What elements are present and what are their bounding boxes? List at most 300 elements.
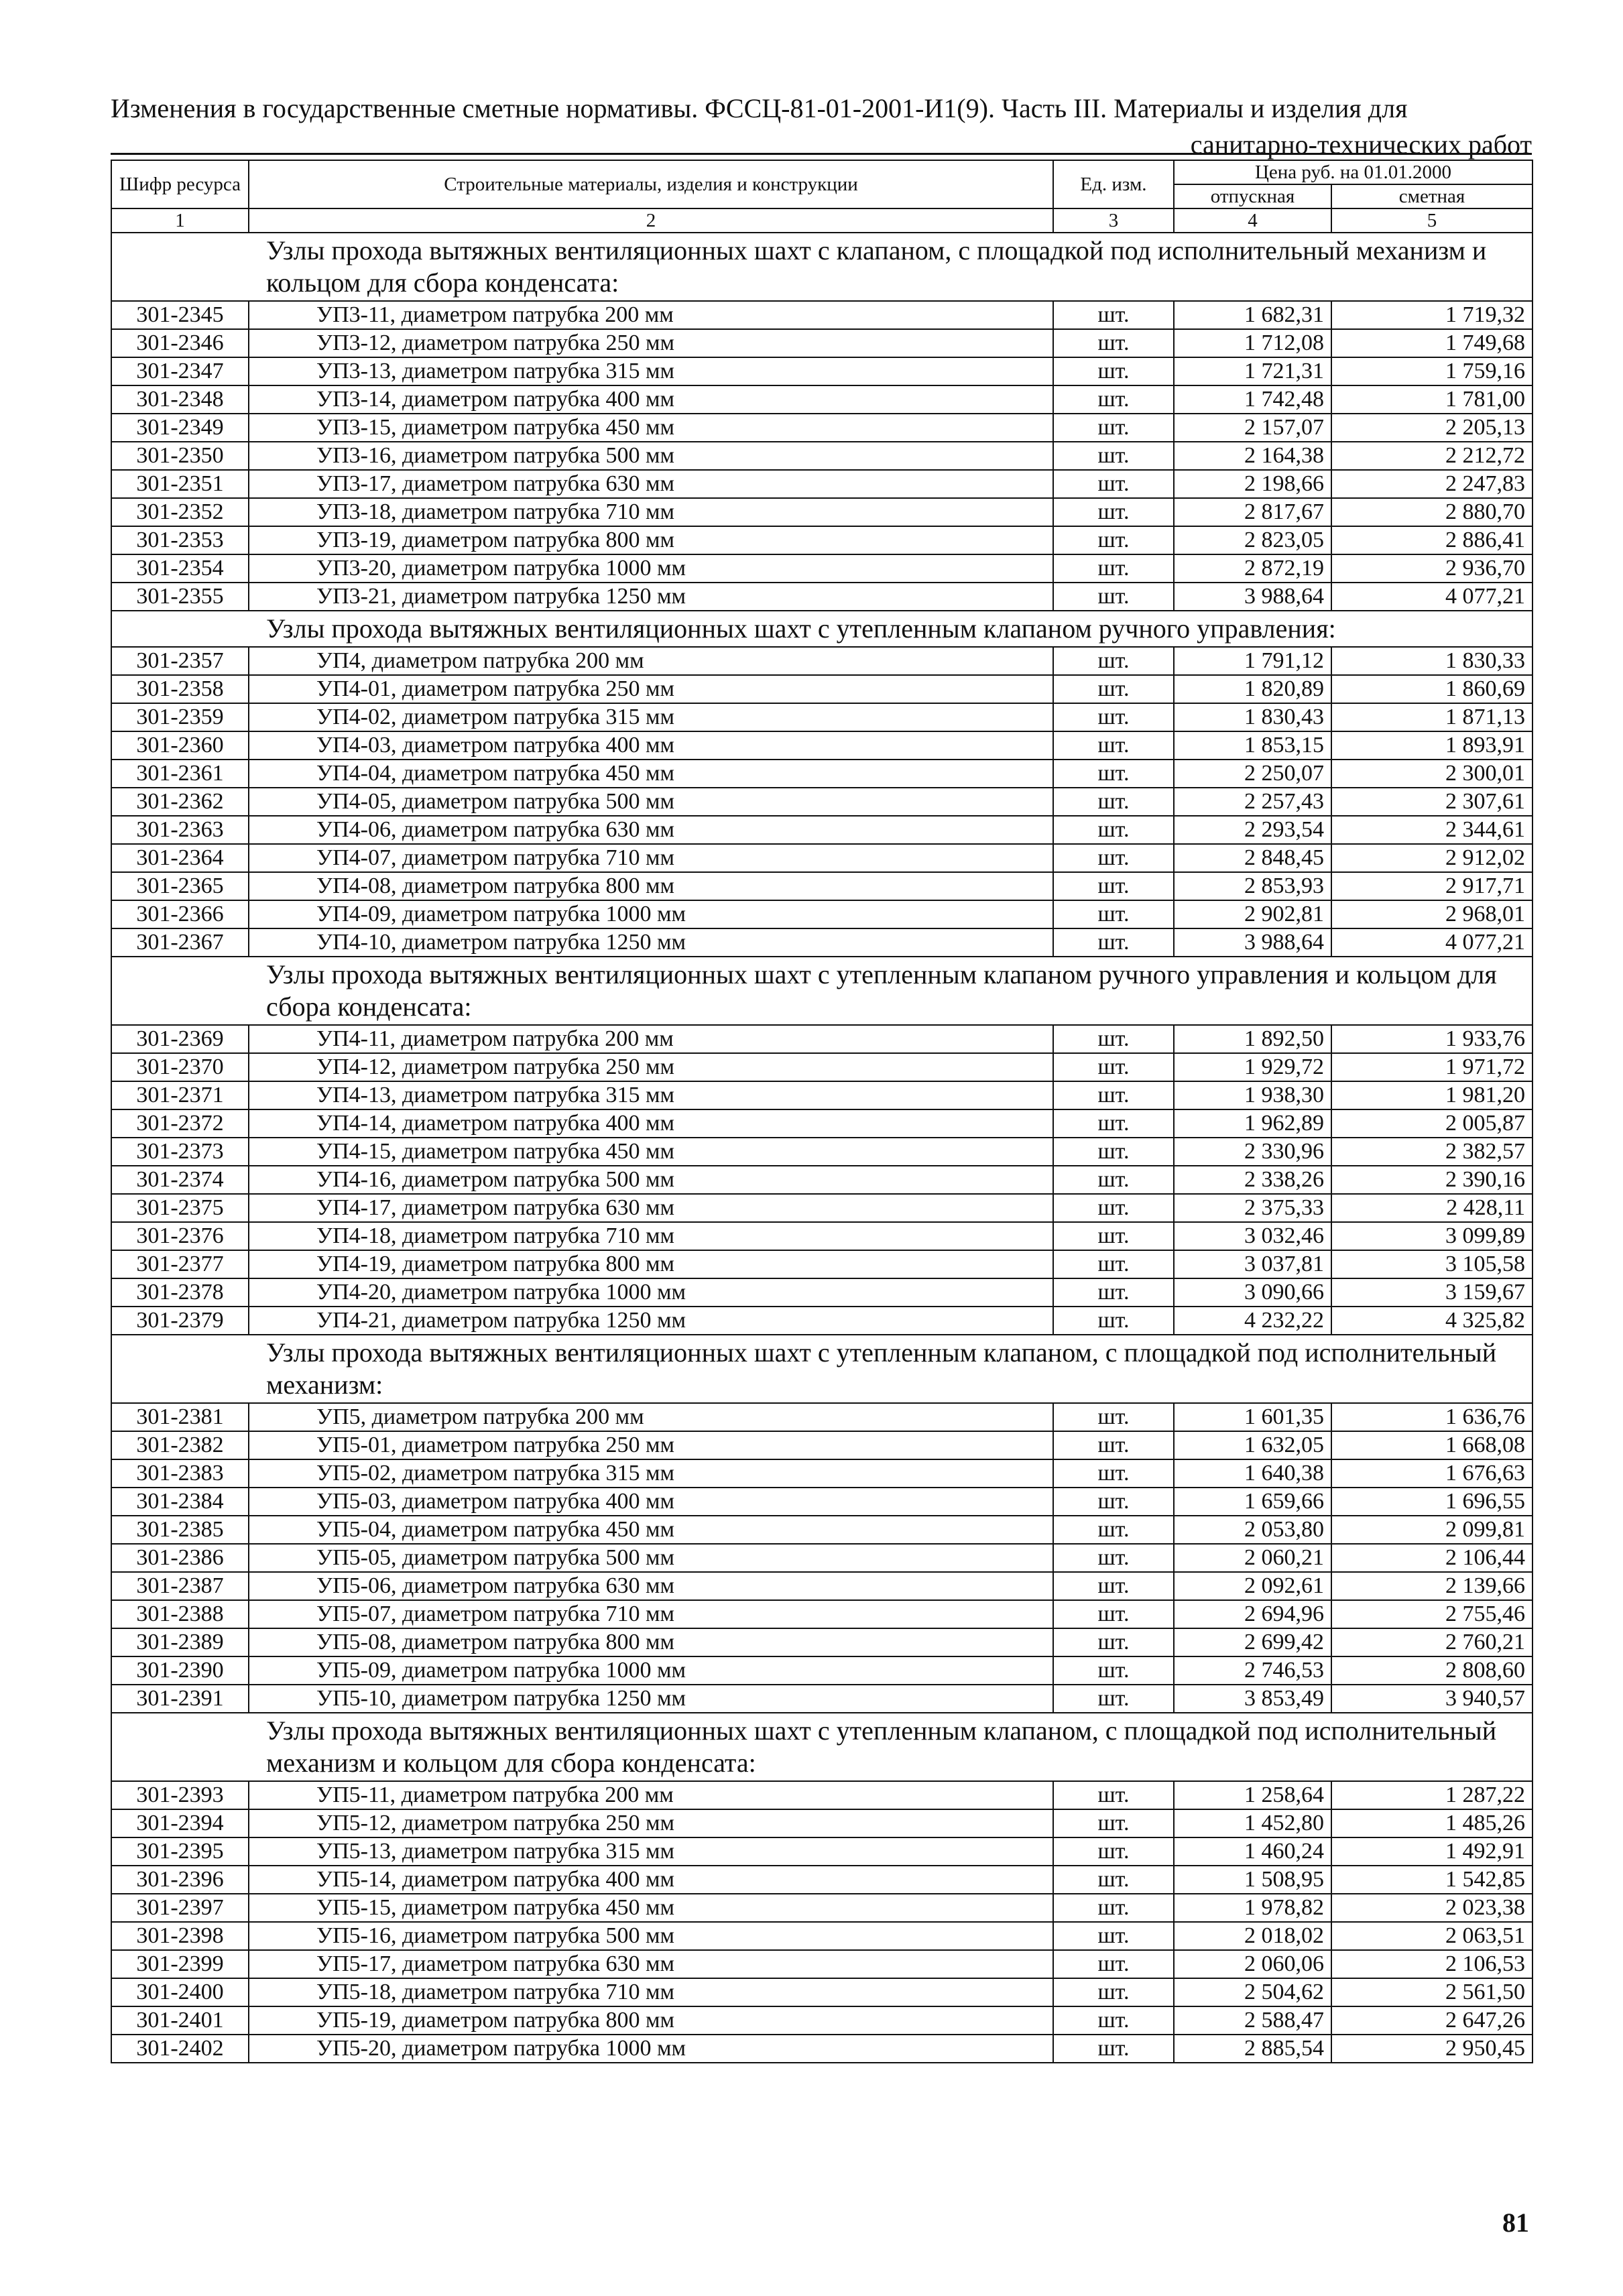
price-release: 1 929,72 bbox=[1174, 1053, 1331, 1081]
resource-code: 301-2381 bbox=[111, 1403, 249, 1431]
price-release: 1 791,12 bbox=[1174, 647, 1331, 675]
table-row bbox=[111, 1109, 1532, 1138]
resource-code: 301-2357 bbox=[111, 647, 249, 675]
page-number: 81 bbox=[1502, 2208, 1529, 2238]
table-row bbox=[111, 1278, 1532, 1307]
table-row bbox=[111, 583, 1532, 611]
resource-code: 301-2389 bbox=[111, 1628, 249, 1656]
price-release: 1 682,31 bbox=[1174, 301, 1331, 329]
price-estimate: 1 636,76 bbox=[1331, 1403, 1532, 1431]
price-release: 2 817,67 bbox=[1174, 498, 1331, 526]
item-name: УП4-10, диаметром патрубка 1250 мм bbox=[249, 928, 1053, 957]
price-release: 2 853,93 bbox=[1174, 872, 1331, 900]
resource-code: 301-2354 bbox=[111, 554, 249, 583]
item-name: УП4-06, диаметром патрубка 630 мм bbox=[249, 816, 1053, 844]
item-name: УП4-20, диаметром патрубка 1000 мм bbox=[249, 1278, 1053, 1307]
unit: шт. bbox=[1053, 1572, 1174, 1600]
item-name: УП5, диаметром патрубка 200 мм bbox=[249, 1403, 1053, 1431]
item-name: УП4-13, диаметром патрубка 315 мм bbox=[249, 1081, 1053, 1109]
header-line-1: Изменения в государственные сметные нормативы. ФССЦ-81-01-2001-И1(9). Часть III. Материалы и изделия для bbox=[111, 93, 1408, 123]
price-estimate: 1 971,72 bbox=[1331, 1053, 1532, 1081]
price-release: 2 330,96 bbox=[1174, 1138, 1331, 1166]
price-release: 2 699,42 bbox=[1174, 1628, 1331, 1656]
price-release: 2 872,19 bbox=[1174, 554, 1331, 583]
resource-code: 301-2363 bbox=[111, 816, 249, 844]
resource-code: 301-2353 bbox=[111, 526, 249, 554]
unit: шт. bbox=[1053, 900, 1174, 928]
unit: шт. bbox=[1053, 760, 1174, 788]
price-estimate: 1 696,55 bbox=[1331, 1488, 1532, 1516]
unit: шт. bbox=[1053, 301, 1174, 329]
table-row bbox=[111, 1138, 1532, 1166]
item-name: УП5-07, диаметром патрубка 710 мм bbox=[249, 1600, 1053, 1628]
resource-code: 301-2384 bbox=[111, 1488, 249, 1516]
table-row bbox=[111, 1166, 1532, 1194]
price-estimate: 2 390,16 bbox=[1331, 1166, 1532, 1194]
table-row bbox=[111, 1025, 1532, 1053]
item-name: УП3-12, диаметром патрубка 250 мм bbox=[249, 329, 1053, 357]
price-estimate: 1 830,33 bbox=[1331, 647, 1532, 675]
resource-code: 301-2388 bbox=[111, 1600, 249, 1628]
unit: шт. bbox=[1053, 872, 1174, 900]
unit: шт. bbox=[1053, 470, 1174, 498]
price-estimate: 1 981,20 bbox=[1331, 1081, 1532, 1109]
unit: шт. bbox=[1053, 1166, 1174, 1194]
item-name: УП3-11, диаметром патрубка 200 мм bbox=[249, 301, 1053, 329]
column-number-row bbox=[111, 208, 1532, 233]
unit: шт. bbox=[1053, 1053, 1174, 1081]
item-name: УП3-15, диаметром патрубка 450 мм bbox=[249, 414, 1053, 442]
resource-code: 301-2394 bbox=[111, 1809, 249, 1837]
price-table bbox=[111, 160, 1533, 2063]
item-name: УП5-17, диаметром патрубка 630 мм bbox=[249, 1950, 1053, 1978]
table-row bbox=[111, 2006, 1532, 2035]
price-estimate: 2 212,72 bbox=[1331, 442, 1532, 470]
unit: шт. bbox=[1053, 1081, 1174, 1109]
item-name: УП4-12, диаметром патрубка 250 мм bbox=[249, 1053, 1053, 1081]
unit: шт. bbox=[1053, 1922, 1174, 1950]
resource-code: 301-2402 bbox=[111, 2035, 249, 2063]
item-name: УП5-12, диаметром патрубка 250 мм bbox=[249, 1809, 1053, 1837]
table-row bbox=[111, 1866, 1532, 1894]
price-estimate: 2 247,83 bbox=[1331, 470, 1532, 498]
price-estimate: 4 077,21 bbox=[1331, 928, 1532, 957]
unit: шт. bbox=[1053, 385, 1174, 414]
price-release: 1 601,35 bbox=[1174, 1403, 1331, 1431]
table-row bbox=[111, 1431, 1532, 1459]
price-estimate: 2 023,38 bbox=[1331, 1894, 1532, 1922]
price-estimate: 2 428,11 bbox=[1331, 1194, 1532, 1222]
unit: шт. bbox=[1053, 1431, 1174, 1459]
resource-code: 301-2346 bbox=[111, 329, 249, 357]
table-row bbox=[111, 1250, 1532, 1278]
table-row bbox=[111, 1894, 1532, 1922]
resource-code: 301-2371 bbox=[111, 1081, 249, 1109]
item-name: УП4-02, диаметром патрубка 315 мм bbox=[249, 703, 1053, 731]
price-release: 3 988,64 bbox=[1174, 928, 1331, 957]
price-estimate: 2 950,45 bbox=[1331, 2035, 1532, 2063]
resource-code: 301-2395 bbox=[111, 1837, 249, 1866]
resource-code: 301-2385 bbox=[111, 1516, 249, 1544]
unit: шт. bbox=[1053, 554, 1174, 583]
table-row bbox=[111, 1403, 1532, 1431]
resource-code: 301-2376 bbox=[111, 1222, 249, 1250]
resource-code: 301-2390 bbox=[111, 1656, 249, 1685]
resource-code: 301-2351 bbox=[111, 470, 249, 498]
price-estimate: 1 860,69 bbox=[1331, 675, 1532, 703]
table-row bbox=[111, 1194, 1532, 1222]
unit: шт. bbox=[1053, 1194, 1174, 1222]
table-row bbox=[111, 760, 1532, 788]
unit: шт. bbox=[1053, 526, 1174, 554]
price-release: 1 721,31 bbox=[1174, 357, 1331, 385]
price-release: 3 853,49 bbox=[1174, 1685, 1331, 1713]
section-title: Узлы прохода вытяжных вентиляционных шахт с клапаном, с площадкой под исполнительный механизм и кольцом для сбора конденсата: bbox=[111, 233, 1532, 301]
item-name: УП5-02, диаметром патрубка 315 мм bbox=[249, 1459, 1053, 1488]
unit: шт. bbox=[1053, 1109, 1174, 1138]
resource-code: 301-2347 bbox=[111, 357, 249, 385]
section-title: Узлы прохода вытяжных вентиляционных шахт с утепленным клапаном, с площадкой под исполнительный механизм и кольцом для сбора конденсата: bbox=[111, 1713, 1532, 1781]
table-row bbox=[111, 1628, 1532, 1656]
item-name: УП5-13, диаметром патрубка 315 мм bbox=[249, 1837, 1053, 1866]
item-name: УП5-10, диаметром патрубка 1250 мм bbox=[249, 1685, 1053, 1713]
resource-code: 301-2350 bbox=[111, 442, 249, 470]
unit: шт. bbox=[1053, 1628, 1174, 1656]
resource-code: 301-2375 bbox=[111, 1194, 249, 1222]
price-release: 1 830,43 bbox=[1174, 703, 1331, 731]
table-row bbox=[111, 2035, 1532, 2063]
price-estimate: 2 005,87 bbox=[1331, 1109, 1532, 1138]
column-number: 1 bbox=[111, 208, 249, 233]
resource-code: 301-2378 bbox=[111, 1278, 249, 1307]
resource-code: 301-2370 bbox=[111, 1053, 249, 1081]
table-row bbox=[111, 554, 1532, 583]
table-body bbox=[111, 233, 1532, 2063]
item-name: УП4-03, диаметром патрубка 400 мм bbox=[249, 731, 1053, 760]
item-name: УП4-05, диаметром патрубка 500 мм bbox=[249, 788, 1053, 816]
item-name: УП5-04, диаметром патрубка 450 мм bbox=[249, 1516, 1053, 1544]
price-release: 2 588,47 bbox=[1174, 2006, 1331, 2035]
table-row bbox=[111, 1459, 1532, 1488]
price-estimate: 1 933,76 bbox=[1331, 1025, 1532, 1053]
resource-code: 301-2383 bbox=[111, 1459, 249, 1488]
table-row bbox=[111, 526, 1532, 554]
price-estimate: 2 880,70 bbox=[1331, 498, 1532, 526]
table-row bbox=[111, 788, 1532, 816]
price-release: 2 293,54 bbox=[1174, 816, 1331, 844]
table-row bbox=[111, 1837, 1532, 1866]
price-estimate: 2 755,46 bbox=[1331, 1600, 1532, 1628]
unit: шт. bbox=[1053, 1837, 1174, 1866]
price-release: 1 853,15 bbox=[1174, 731, 1331, 760]
price-release: 3 090,66 bbox=[1174, 1278, 1331, 1307]
table-row bbox=[111, 647, 1532, 675]
price-release: 4 232,22 bbox=[1174, 1307, 1331, 1335]
unit: шт. bbox=[1053, 498, 1174, 526]
price-estimate: 2 917,71 bbox=[1331, 872, 1532, 900]
table-row bbox=[111, 928, 1532, 957]
item-name: УП4-16, диаметром патрубка 500 мм bbox=[249, 1166, 1053, 1194]
price-estimate: 2 106,44 bbox=[1331, 1544, 1532, 1572]
price-estimate: 2 561,50 bbox=[1331, 1978, 1532, 2006]
price-release: 2 823,05 bbox=[1174, 526, 1331, 554]
price-estimate: 2 912,02 bbox=[1331, 844, 1532, 872]
unit: шт. bbox=[1053, 928, 1174, 957]
table-row bbox=[111, 414, 1532, 442]
resource-code: 301-2360 bbox=[111, 731, 249, 760]
column-number: 2 bbox=[249, 208, 1053, 233]
resource-code: 301-2358 bbox=[111, 675, 249, 703]
header-price: Цена руб. на 01.01.2000 bbox=[1174, 160, 1532, 184]
item-name: УП3-18, диаметром патрубка 710 мм bbox=[249, 498, 1053, 526]
unit: шт. bbox=[1053, 647, 1174, 675]
page-header bbox=[111, 90, 1532, 163]
price-release: 2 250,07 bbox=[1174, 760, 1331, 788]
price-release: 2 338,26 bbox=[1174, 1166, 1331, 1194]
item-name: УП3-13, диаметром патрубка 315 мм bbox=[249, 357, 1053, 385]
price-release: 1 820,89 bbox=[1174, 675, 1331, 703]
table-row bbox=[111, 470, 1532, 498]
price-estimate: 2 099,81 bbox=[1331, 1516, 1532, 1544]
price-release: 2 198,66 bbox=[1174, 470, 1331, 498]
price-estimate: 2 139,66 bbox=[1331, 1572, 1532, 1600]
resource-code: 301-2345 bbox=[111, 301, 249, 329]
item-name: УП5-05, диаметром патрубка 500 мм bbox=[249, 1544, 1053, 1572]
table-row bbox=[111, 1600, 1532, 1628]
unit: шт. bbox=[1053, 1222, 1174, 1250]
unit: шт. bbox=[1053, 1278, 1174, 1307]
unit: шт. bbox=[1053, 1894, 1174, 1922]
price-release: 1 712,08 bbox=[1174, 329, 1331, 357]
item-name: УП4-09, диаметром патрубка 1000 мм bbox=[249, 900, 1053, 928]
unit: шт. bbox=[1053, 1781, 1174, 1809]
resource-code: 301-2362 bbox=[111, 788, 249, 816]
price-estimate: 2 205,13 bbox=[1331, 414, 1532, 442]
item-name: УП5-06, диаметром патрубка 630 мм bbox=[249, 1572, 1053, 1600]
resource-code: 301-2348 bbox=[111, 385, 249, 414]
resource-code: 301-2372 bbox=[111, 1109, 249, 1138]
table-row bbox=[111, 1656, 1532, 1685]
resource-code: 301-2387 bbox=[111, 1572, 249, 1600]
price-release: 1 460,24 bbox=[1174, 1837, 1331, 1866]
price-release: 2 375,33 bbox=[1174, 1194, 1331, 1222]
item-name: УП5-11, диаметром патрубка 200 мм bbox=[249, 1781, 1053, 1809]
price-estimate: 1 871,13 bbox=[1331, 703, 1532, 731]
unit: шт. bbox=[1053, 2006, 1174, 2035]
unit: шт. bbox=[1053, 357, 1174, 385]
unit: шт. bbox=[1053, 1685, 1174, 1713]
price-estimate: 1 485,26 bbox=[1331, 1809, 1532, 1837]
price-estimate: 2 936,70 bbox=[1331, 554, 1532, 583]
price-estimate: 1 287,22 bbox=[1331, 1781, 1532, 1809]
resource-code: 301-2398 bbox=[111, 1922, 249, 1950]
table-row bbox=[111, 357, 1532, 385]
unit: шт. bbox=[1053, 1025, 1174, 1053]
section-header-row bbox=[111, 1713, 1532, 1781]
item-name: УП4-07, диаметром патрубка 710 мм bbox=[249, 844, 1053, 872]
price-release: 1 938,30 bbox=[1174, 1081, 1331, 1109]
resource-code: 301-2382 bbox=[111, 1431, 249, 1459]
table-row bbox=[111, 1685, 1532, 1713]
price-release: 1 962,89 bbox=[1174, 1109, 1331, 1138]
table-row bbox=[111, 442, 1532, 470]
table-row bbox=[111, 1544, 1532, 1572]
item-name: УП3-17, диаметром патрубка 630 мм bbox=[249, 470, 1053, 498]
price-estimate: 2 968,01 bbox=[1331, 900, 1532, 928]
item-name: УП3-14, диаметром патрубка 400 мм bbox=[249, 385, 1053, 414]
table-row bbox=[111, 1488, 1532, 1516]
price-release: 3 032,46 bbox=[1174, 1222, 1331, 1250]
item-name: УП4-11, диаметром патрубка 200 мм bbox=[249, 1025, 1053, 1053]
price-release: 1 640,38 bbox=[1174, 1459, 1331, 1488]
price-estimate: 2 647,26 bbox=[1331, 2006, 1532, 2035]
table-row bbox=[111, 731, 1532, 760]
resource-code: 301-2352 bbox=[111, 498, 249, 526]
price-release: 1 978,82 bbox=[1174, 1894, 1331, 1922]
unit: шт. bbox=[1053, 1544, 1174, 1572]
table-row bbox=[111, 329, 1532, 357]
unit: шт. bbox=[1053, 675, 1174, 703]
item-name: УП5-14, диаметром патрубка 400 мм bbox=[249, 1866, 1053, 1894]
item-name: УП3-21, диаметром патрубка 1250 мм bbox=[249, 583, 1053, 611]
price-estimate: 2 382,57 bbox=[1331, 1138, 1532, 1166]
item-name: УП4-08, диаметром патрубка 800 мм bbox=[249, 872, 1053, 900]
table-row bbox=[111, 1922, 1532, 1950]
section-header-row bbox=[111, 611, 1532, 647]
unit: шт. bbox=[1053, 1600, 1174, 1628]
price-release: 2 902,81 bbox=[1174, 900, 1331, 928]
resource-code: 301-2393 bbox=[111, 1781, 249, 1809]
item-name: УП5-16, диаметром патрубка 500 мм bbox=[249, 1922, 1053, 1950]
unit: шт. bbox=[1053, 1307, 1174, 1335]
price-release: 2 504,62 bbox=[1174, 1978, 1331, 2006]
item-name: УП3-16, диаметром патрубка 500 мм bbox=[249, 442, 1053, 470]
unit: шт. bbox=[1053, 844, 1174, 872]
price-estimate: 1 492,91 bbox=[1331, 1837, 1532, 1866]
header-code: Шифр ресурса bbox=[111, 160, 249, 208]
unit: шт. bbox=[1053, 1250, 1174, 1278]
resource-code: 301-2391 bbox=[111, 1685, 249, 1713]
unit: шт. bbox=[1053, 1809, 1174, 1837]
table-row bbox=[111, 900, 1532, 928]
price-release: 2 164,38 bbox=[1174, 442, 1331, 470]
price-release: 2 885,54 bbox=[1174, 2035, 1331, 2063]
table-row bbox=[111, 1222, 1532, 1250]
resource-code: 301-2374 bbox=[111, 1166, 249, 1194]
section-title: Узлы прохода вытяжных вентиляционных шахт с утепленным клапаном ручного управления и кольцом для сбора конденсата: bbox=[111, 957, 1532, 1025]
header-price-release: отпускная bbox=[1174, 184, 1331, 208]
section-header-row bbox=[111, 957, 1532, 1025]
unit: шт. bbox=[1053, 1978, 1174, 2006]
item-name: УП4-19, диаметром патрубка 800 мм bbox=[249, 1250, 1053, 1278]
resource-code: 301-2366 bbox=[111, 900, 249, 928]
header-price-estimate: сметная bbox=[1331, 184, 1532, 208]
price-release: 1 742,48 bbox=[1174, 385, 1331, 414]
item-name: УП4-01, диаметром патрубка 250 мм bbox=[249, 675, 1053, 703]
unit: шт. bbox=[1053, 788, 1174, 816]
table-row bbox=[111, 498, 1532, 526]
table-row bbox=[111, 1978, 1532, 2006]
table-row bbox=[111, 385, 1532, 414]
price-estimate: 4 325,82 bbox=[1331, 1307, 1532, 1335]
price-release: 2 018,02 bbox=[1174, 1922, 1331, 1950]
item-name: УП4, диаметром патрубка 200 мм bbox=[249, 647, 1053, 675]
price-estimate: 3 105,58 bbox=[1331, 1250, 1532, 1278]
resource-code: 301-2367 bbox=[111, 928, 249, 957]
item-name: УП4-15, диаметром патрубка 450 мм bbox=[249, 1138, 1053, 1166]
unit: шт. bbox=[1053, 731, 1174, 760]
column-number: 4 bbox=[1174, 208, 1331, 233]
price-estimate: 2 344,61 bbox=[1331, 816, 1532, 844]
section-title: Узлы прохода вытяжных вентиляционных шахт с утепленным клапаном ручного управления: bbox=[111, 611, 1532, 647]
unit: шт. bbox=[1053, 1488, 1174, 1516]
price-estimate: 1 749,68 bbox=[1331, 329, 1532, 357]
price-release: 2 848,45 bbox=[1174, 844, 1331, 872]
item-name: УП5-08, диаметром патрубка 800 мм bbox=[249, 1628, 1053, 1656]
item-name: УП4-14, диаметром патрубка 400 мм bbox=[249, 1109, 1053, 1138]
table-row bbox=[111, 1053, 1532, 1081]
header-unit: Ед. изм. bbox=[1053, 160, 1174, 208]
unit: шт. bbox=[1053, 1866, 1174, 1894]
item-name: УП5-03, диаметром патрубка 400 мм bbox=[249, 1488, 1053, 1516]
table-row bbox=[111, 1516, 1532, 1544]
price-estimate: 2 760,21 bbox=[1331, 1628, 1532, 1656]
header-line-2: санитарно-технических работ bbox=[1190, 129, 1532, 160]
resource-code: 301-2379 bbox=[111, 1307, 249, 1335]
resource-code: 301-2364 bbox=[111, 844, 249, 872]
price-estimate: 1 668,08 bbox=[1331, 1431, 1532, 1459]
resource-code: 301-2396 bbox=[111, 1866, 249, 1894]
item-name: УП3-20, диаметром патрубка 1000 мм bbox=[249, 554, 1053, 583]
table-row bbox=[111, 703, 1532, 731]
resource-code: 301-2365 bbox=[111, 872, 249, 900]
resource-code: 301-2400 bbox=[111, 1978, 249, 2006]
price-release: 2 060,21 bbox=[1174, 1544, 1331, 1572]
item-name: УП5-18, диаметром патрубка 710 мм bbox=[249, 1978, 1053, 2006]
table-row bbox=[111, 1081, 1532, 1109]
table-row bbox=[111, 872, 1532, 900]
price-estimate: 3 099,89 bbox=[1331, 1222, 1532, 1250]
price-estimate: 3 940,57 bbox=[1331, 1685, 1532, 1713]
price-estimate: 2 063,51 bbox=[1331, 1922, 1532, 1950]
item-name: УП5-01, диаметром патрубка 250 мм bbox=[249, 1431, 1053, 1459]
price-release: 2 060,06 bbox=[1174, 1950, 1331, 1978]
table-row bbox=[111, 1572, 1532, 1600]
table-row bbox=[111, 1307, 1532, 1335]
unit: шт. bbox=[1053, 583, 1174, 611]
price-release: 3 988,64 bbox=[1174, 583, 1331, 611]
table-row bbox=[111, 1950, 1532, 1978]
resource-code: 301-2369 bbox=[111, 1025, 249, 1053]
section-header-row bbox=[111, 233, 1532, 301]
item-name: УП5-15, диаметром патрубка 450 мм bbox=[249, 1894, 1053, 1922]
unit: шт. bbox=[1053, 1656, 1174, 1685]
unit: шт. bbox=[1053, 1459, 1174, 1488]
price-release: 1 258,64 bbox=[1174, 1781, 1331, 1809]
item-name: УП5-09, диаметром патрубка 1000 мм bbox=[249, 1656, 1053, 1685]
price-release: 2 694,96 bbox=[1174, 1600, 1331, 1628]
price-estimate: 2 808,60 bbox=[1331, 1656, 1532, 1685]
price-estimate: 1 542,85 bbox=[1331, 1866, 1532, 1894]
item-name: УП5-20, диаметром патрубка 1000 мм bbox=[249, 2035, 1053, 2063]
table-row bbox=[111, 1781, 1532, 1809]
header-name: Строительные материалы, изделия и конструкции bbox=[249, 160, 1053, 208]
unit: шт. bbox=[1053, 1950, 1174, 1978]
item-name: УП4-17, диаметром патрубка 630 мм bbox=[249, 1194, 1053, 1222]
unit: шт. bbox=[1053, 816, 1174, 844]
section-header-row bbox=[111, 1335, 1532, 1403]
price-estimate: 1 759,16 bbox=[1331, 357, 1532, 385]
